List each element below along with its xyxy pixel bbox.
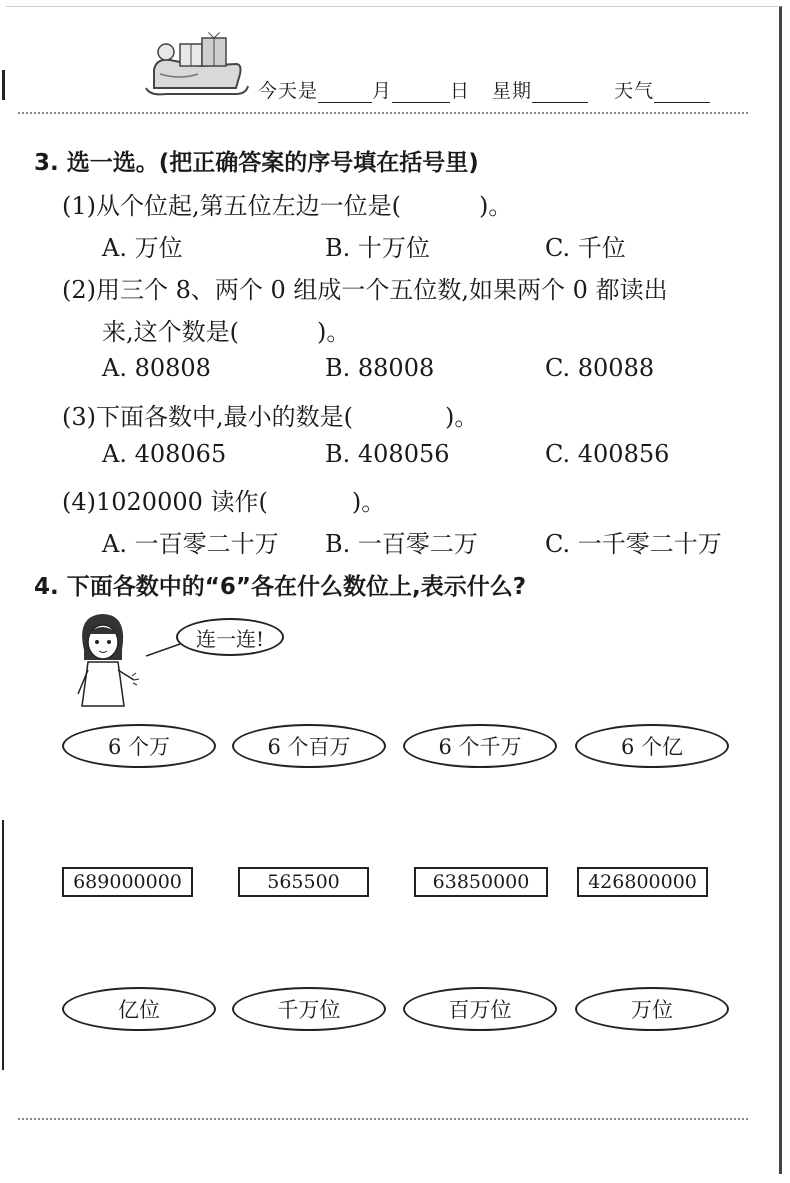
q3-title: 3. 选一选。(把正确答案的序号填在括号里) xyxy=(34,150,479,176)
q3-4-stem: (4)1020000 读作( )。 xyxy=(62,488,386,516)
number-box-1[interactable]: 689000000 xyxy=(62,867,193,897)
month-label: 月 xyxy=(372,80,393,102)
meaning-oval-3[interactable]: 6 个千万 xyxy=(403,724,557,768)
q3-1-stem: (1)从个位起,第五位左边一位是( )。 xyxy=(62,192,513,220)
place-oval-4[interactable]: 万位 xyxy=(575,987,729,1031)
girl-illustration xyxy=(70,610,150,710)
q3-3-option-b[interactable]: B. 408056 xyxy=(325,440,450,468)
q3-3-option-a[interactable]: A. 408065 xyxy=(102,440,227,468)
q3-1-option-b[interactable]: B. 十万位 xyxy=(325,234,430,262)
q3-2-stem-line2: 来,这个数是( )。 xyxy=(102,318,351,346)
q3-1-option-a[interactable]: A. 万位 xyxy=(102,234,183,262)
weekday-blank[interactable] xyxy=(532,84,588,103)
q3-2-option-b[interactable]: B. 88008 xyxy=(325,354,435,382)
speech-bubble: 连一连! xyxy=(176,618,284,656)
place-oval-2[interactable]: 千万位 xyxy=(232,987,386,1031)
weather-blank[interactable] xyxy=(654,84,710,103)
q3-4-option-b[interactable]: B. 一百零二万 xyxy=(325,530,478,558)
binding-mark xyxy=(2,820,4,1070)
header-divider xyxy=(18,112,748,114)
q3-2-option-a[interactable]: A. 80808 xyxy=(102,354,211,382)
day-blank[interactable] xyxy=(392,84,450,103)
page-header xyxy=(0,0,790,120)
place-oval-1[interactable]: 亿位 xyxy=(62,987,216,1031)
q3-3-stem: (3)下面各数中,最小的数是( )。 xyxy=(62,403,479,431)
place-oval-3[interactable]: 百万位 xyxy=(403,987,557,1031)
number-box-2[interactable]: 565500 xyxy=(238,867,369,897)
today-label: 今天是 xyxy=(258,80,319,102)
number-box-3[interactable]: 63850000 xyxy=(414,867,548,897)
sleigh-gift-icon xyxy=(140,30,252,100)
weekday-label: 星期 xyxy=(492,80,533,102)
q3-1-option-c[interactable]: C. 千位 xyxy=(545,234,626,262)
q3-3-option-c[interactable]: C. 400856 xyxy=(545,440,670,468)
day-label: 日 xyxy=(450,80,471,102)
q3-2-option-c[interactable]: C. 80088 xyxy=(545,354,655,382)
meaning-oval-1[interactable]: 6 个万 xyxy=(62,724,216,768)
q3-2-stem-line1: (2)用三个 8、两个 0 组成一个五位数,如果两个 0 都读出 xyxy=(62,276,668,304)
date-weather-line xyxy=(258,76,710,103)
q4-title: 4. 下面各数中的“6”各在什么数位上,表示什么? xyxy=(34,574,527,600)
month-blank[interactable] xyxy=(318,84,372,103)
meaning-oval-2[interactable]: 6 个百万 xyxy=(232,724,386,768)
q3-4-option-c[interactable]: C. 一千零二十万 xyxy=(545,530,722,558)
weather-label: 天气 xyxy=(614,80,655,102)
footer-divider xyxy=(18,1118,748,1120)
number-box-4[interactable]: 426800000 xyxy=(577,867,708,897)
q3-4-option-a[interactable]: A. 一百零二十万 xyxy=(102,530,279,558)
meaning-oval-4[interactable]: 6 个亿 xyxy=(575,724,729,768)
